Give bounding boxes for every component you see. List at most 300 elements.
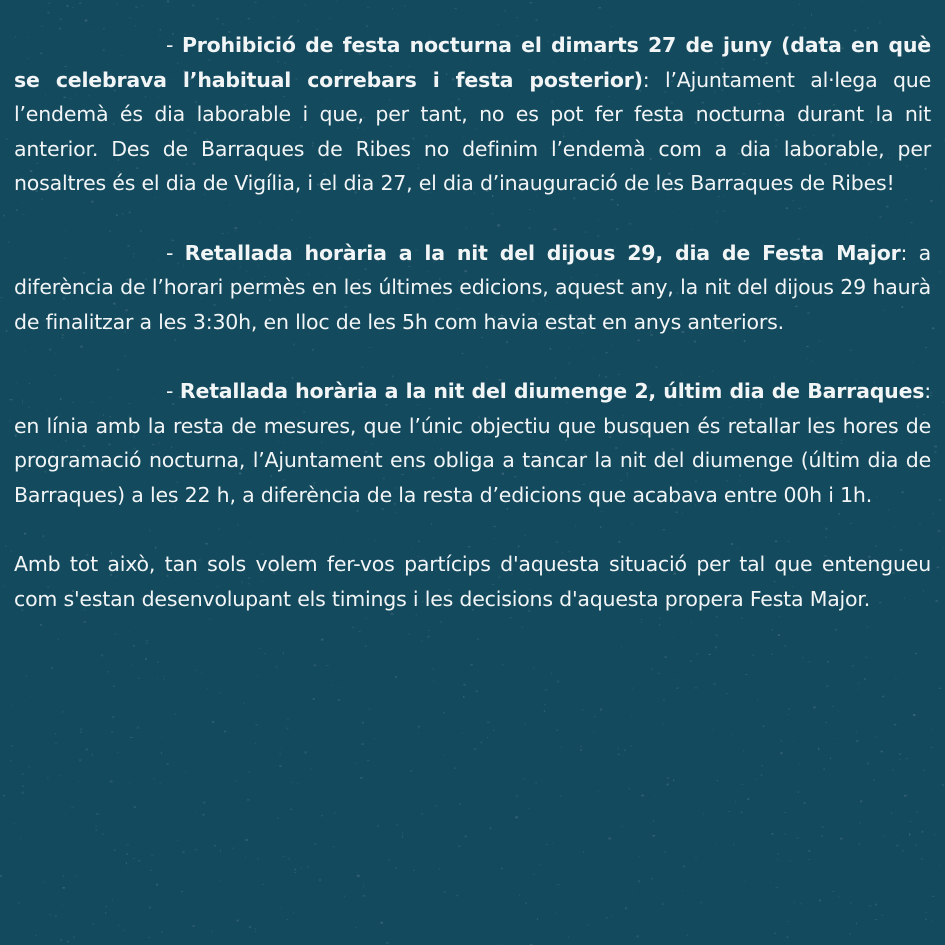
speckle bbox=[112, 716, 115, 718]
speckle bbox=[822, 826, 824, 828]
speckle bbox=[663, 903, 664, 905]
speckle bbox=[875, 919, 878, 920]
speckle bbox=[726, 693, 728, 694]
speckle bbox=[392, 8, 393, 9]
speckle bbox=[319, 879, 321, 881]
speckle bbox=[182, 851, 184, 853]
speckle bbox=[29, 766, 30, 768]
speckle bbox=[530, 2, 532, 3]
speckle bbox=[804, 802, 806, 803]
speckle bbox=[787, 921, 790, 922]
speckle bbox=[629, 788, 630, 790]
speckle bbox=[808, 859, 810, 860]
speckle bbox=[462, 733, 463, 734]
speckle bbox=[3, 795, 6, 796]
speckle bbox=[793, 741, 794, 742]
speckle bbox=[6, 330, 8, 332]
speckle bbox=[598, 791, 599, 792]
speckle bbox=[654, 795, 655, 796]
paragraph-3 bbox=[14, 374, 931, 512]
speckle bbox=[881, 915, 883, 916]
speckle bbox=[864, 678, 865, 680]
speckle bbox=[161, 931, 163, 932]
speckle bbox=[787, 936, 789, 938]
speckle bbox=[476, 690, 478, 692]
speckle bbox=[362, 722, 364, 724]
speckle bbox=[539, 863, 542, 865]
speckle bbox=[802, 657, 803, 659]
speckle bbox=[474, 749, 477, 750]
speckle bbox=[422, 814, 424, 815]
speckle bbox=[932, 513, 935, 515]
speckle bbox=[142, 5, 144, 6]
speckle bbox=[129, 17, 132, 19]
speckle bbox=[777, 859, 779, 860]
speckle bbox=[544, 704, 546, 705]
speckle bbox=[868, 762, 870, 764]
speckle bbox=[934, 452, 936, 453]
speckle bbox=[525, 723, 526, 724]
speckle bbox=[728, 811, 730, 812]
speckle bbox=[255, 928, 256, 929]
speckle bbox=[47, 778, 48, 779]
speckle bbox=[157, 662, 159, 663]
paragraph-2-dash: - bbox=[166, 240, 185, 265]
speckle bbox=[233, 848, 235, 850]
speckle bbox=[707, 688, 709, 689]
speckle bbox=[111, 732, 113, 733]
speckle bbox=[62, 905, 63, 906]
speckle bbox=[10, 399, 13, 400]
speckle bbox=[932, 896, 934, 897]
speckle bbox=[67, 941, 70, 943]
speckle bbox=[583, 852, 584, 853]
speckle bbox=[937, 567, 940, 569]
speckle bbox=[519, 895, 520, 897]
speckle bbox=[247, 799, 250, 801]
speckle bbox=[532, 874, 535, 875]
speckle bbox=[126, 869, 127, 870]
speckle bbox=[641, 795, 644, 797]
speckle bbox=[211, 931, 212, 933]
speckle bbox=[326, 665, 328, 666]
speckle bbox=[777, 853, 779, 855]
speckle bbox=[62, 711, 64, 713]
speckle bbox=[126, 862, 127, 864]
speckle bbox=[405, 6, 406, 7]
speckle bbox=[138, 678, 139, 679]
speckle bbox=[212, 721, 215, 723]
speckle bbox=[552, 843, 554, 844]
speckle bbox=[632, 891, 634, 892]
speckle bbox=[22, 773, 23, 775]
speckle bbox=[830, 758, 831, 760]
speckle bbox=[880, 751, 883, 753]
speckle bbox=[517, 17, 518, 18]
speckle bbox=[62, 887, 65, 889]
speckle bbox=[891, 813, 892, 814]
speckle bbox=[48, 12, 50, 14]
paragraph-2-heading: Retallada horària a la nit del dijous 29, dia de Festa Major bbox=[184, 240, 901, 265]
speckle bbox=[295, 869, 297, 870]
speckle bbox=[875, 904, 877, 906]
speckle bbox=[156, 884, 158, 886]
speckle bbox=[22, 792, 24, 794]
speckle bbox=[354, 763, 356, 764]
speckle bbox=[196, 812, 197, 813]
speckle bbox=[338, 687, 339, 689]
speckle bbox=[785, 797, 786, 799]
speckle bbox=[294, 872, 296, 873]
speckle bbox=[933, 285, 934, 287]
speckle bbox=[418, 726, 420, 727]
speckle bbox=[831, 915, 832, 916]
speckle bbox=[708, 654, 710, 655]
speckle bbox=[752, 654, 754, 656]
speckle bbox=[3, 215, 4, 217]
speckle bbox=[800, 903, 802, 904]
speckle bbox=[245, 839, 247, 841]
speckle bbox=[257, 676, 258, 678]
speckle bbox=[807, 717, 808, 718]
speckle bbox=[454, 8, 456, 9]
speckle bbox=[557, 681, 558, 683]
speckle bbox=[490, 827, 491, 829]
speckle bbox=[789, 860, 791, 862]
speckle bbox=[567, 1, 568, 2]
speckle bbox=[606, 917, 608, 919]
speckle bbox=[938, 530, 941, 532]
speckle bbox=[673, 779, 674, 781]
speckle bbox=[944, 547, 945, 548]
speckle bbox=[171, 835, 172, 837]
speckle bbox=[214, 845, 216, 846]
speckle bbox=[676, 688, 679, 689]
speckle bbox=[731, 735, 733, 736]
speckle bbox=[107, 672, 109, 673]
speckle bbox=[154, 778, 155, 780]
speckle bbox=[561, 747, 562, 749]
speckle bbox=[748, 23, 749, 24]
speckle bbox=[939, 864, 940, 865]
speckle bbox=[67, 5, 69, 7]
speckle bbox=[785, 812, 787, 813]
speckle bbox=[254, 2, 256, 4]
speckle bbox=[788, 714, 790, 715]
speckle bbox=[161, 737, 163, 738]
speckle bbox=[135, 7, 137, 8]
speckle bbox=[544, 711, 545, 713]
speckle bbox=[256, 725, 258, 726]
speckle bbox=[293, 912, 294, 914]
speckle bbox=[856, 923, 857, 925]
paragraph-1 bbox=[14, 28, 931, 201]
speckle bbox=[548, 17, 549, 18]
speckle bbox=[683, 866, 686, 868]
speckle bbox=[781, 740, 782, 742]
speckle bbox=[290, 809, 292, 810]
speckle bbox=[20, 838, 21, 840]
paragraph-3-heading: Retallada horària a la nit del diumenge 2, últim dia de Barraques bbox=[179, 378, 925, 403]
speckle bbox=[203, 814, 205, 816]
speckle bbox=[79, 750, 80, 752]
speckle bbox=[551, 673, 552, 675]
speckle bbox=[745, 881, 746, 882]
speckle bbox=[904, 795, 907, 797]
speckle bbox=[281, 908, 282, 909]
speckle bbox=[480, 741, 482, 743]
speckle bbox=[413, 870, 414, 871]
speckle bbox=[799, 764, 800, 765]
speckle bbox=[10, 760, 12, 761]
speckle bbox=[203, 802, 206, 804]
speckle bbox=[207, 689, 208, 690]
speckle bbox=[884, 835, 885, 837]
speckle bbox=[65, 814, 66, 815]
speckle bbox=[5, 546, 7, 547]
speckle bbox=[757, 699, 758, 700]
paragraph-3-body: : en línia amb la resta de mesures, que l’únic objectiu que busquen és retallar les hores de programació nocturna, l’Ajuntament ens obliga a tancar la nit del diumenge (últim dia de Barraques) a les 22 h, a diferència de la resta d’edicions que acabava entre 00h i 1h. bbox=[14, 378, 932, 507]
speckle bbox=[367, 7, 370, 8]
speckle bbox=[279, 765, 281, 767]
speckle bbox=[880, 22, 881, 24]
speckle bbox=[181, 903, 182, 904]
speckle bbox=[151, 870, 152, 871]
speckle bbox=[896, 836, 897, 837]
speckle bbox=[925, 918, 927, 920]
speckle bbox=[639, 856, 640, 857]
speckle bbox=[5, 740, 7, 741]
speckle bbox=[593, 731, 594, 732]
speckle bbox=[174, 744, 176, 745]
speckle bbox=[395, 676, 397, 678]
speckle bbox=[313, 698, 315, 700]
speckle bbox=[334, 812, 336, 813]
speckle bbox=[645, 688, 646, 689]
speckle bbox=[149, 906, 150, 908]
speckle bbox=[361, 743, 364, 745]
speckle bbox=[665, 656, 667, 658]
speckle bbox=[850, 903, 851, 905]
speckle bbox=[717, 780, 718, 781]
speckle bbox=[73, 7, 74, 8]
speckle bbox=[771, 654, 773, 655]
speckle bbox=[458, 846, 461, 847]
speckle bbox=[456, 895, 458, 897]
speckle bbox=[79, 759, 81, 761]
speckle bbox=[244, 703, 245, 705]
speckle bbox=[939, 499, 942, 501]
speckle bbox=[134, 806, 136, 808]
speckle bbox=[442, 755, 445, 756]
speckle bbox=[689, 661, 692, 662]
speckle bbox=[856, 740, 859, 741]
speckle bbox=[245, 857, 246, 858]
speckle bbox=[263, 884, 264, 885]
speckle bbox=[523, 778, 525, 779]
speckle bbox=[504, 10, 505, 11]
speckle bbox=[36, 935, 37, 936]
paragraph-3-dash: - bbox=[166, 378, 180, 403]
speckle bbox=[1, 297, 3, 298]
speckle bbox=[470, 664, 473, 665]
speckle bbox=[936, 600, 939, 602]
speckle bbox=[745, 674, 747, 675]
speckle bbox=[715, 844, 716, 846]
speckle bbox=[625, 907, 627, 909]
speckle bbox=[838, 711, 839, 713]
speckle bbox=[537, 918, 538, 920]
speckle bbox=[135, 25, 136, 27]
speckle bbox=[9, 420, 10, 421]
speckle bbox=[740, 830, 741, 831]
speckle bbox=[79, 3, 81, 5]
speckle bbox=[931, 729, 932, 731]
paragraph-4 bbox=[14, 547, 931, 616]
speckle bbox=[78, 781, 79, 783]
speckle bbox=[942, 784, 944, 785]
speckle bbox=[915, 844, 917, 846]
speckle bbox=[909, 821, 911, 822]
speckle bbox=[96, 826, 98, 827]
speckle bbox=[341, 781, 342, 782]
speckle bbox=[389, 859, 390, 860]
speckle bbox=[916, 808, 918, 809]
speckle bbox=[825, 722, 827, 723]
speckle bbox=[41, 25, 43, 27]
speckle bbox=[138, 860, 140, 862]
speckle bbox=[799, 4, 800, 5]
speckle bbox=[163, 676, 165, 678]
speckle bbox=[73, 937, 75, 939]
speckle bbox=[618, 754, 621, 755]
speckle bbox=[336, 1, 337, 2]
speckle bbox=[85, 20, 88, 22]
speckle bbox=[892, 770, 894, 771]
speckle bbox=[939, 688, 942, 689]
speckle bbox=[255, 931, 256, 932]
speckle bbox=[363, 886, 364, 888]
speckle bbox=[658, 673, 660, 674]
speckle bbox=[380, 922, 383, 924]
speckle bbox=[135, 19, 137, 20]
speckle bbox=[305, 751, 307, 753]
speckle bbox=[940, 271, 941, 273]
speckle bbox=[931, 920, 932, 921]
speckle bbox=[201, 671, 202, 673]
speckle bbox=[113, 686, 115, 688]
speckle bbox=[811, 14, 812, 16]
speckle bbox=[869, 905, 871, 907]
speckle bbox=[564, 862, 565, 863]
speckle bbox=[632, 687, 633, 689]
speckle bbox=[101, 654, 103, 656]
speckle bbox=[465, 835, 467, 837]
speckle bbox=[568, 937, 570, 938]
speckle bbox=[63, 875, 64, 877]
speckle bbox=[924, 770, 925, 771]
speckle bbox=[220, 850, 221, 852]
speckle bbox=[0, 875, 2, 877]
speckle bbox=[160, 783, 162, 784]
speckle bbox=[60, 18, 62, 20]
speckle bbox=[264, 653, 266, 654]
speckle bbox=[832, 891, 834, 892]
speckle bbox=[74, 900, 76, 901]
paragraph-2 bbox=[14, 236, 931, 340]
speckle bbox=[151, 854, 153, 856]
speckle bbox=[219, 692, 220, 693]
speckle bbox=[664, 851, 666, 853]
speckle bbox=[280, 747, 281, 748]
speckle bbox=[934, 835, 936, 836]
speckle bbox=[130, 737, 133, 738]
speckle bbox=[858, 682, 860, 684]
speckle bbox=[155, 741, 156, 742]
speckle bbox=[418, 732, 419, 734]
speckle bbox=[503, 797, 504, 798]
speckle bbox=[175, 713, 177, 715]
speckle bbox=[163, 679, 165, 680]
speckle bbox=[747, 798, 749, 800]
speckle bbox=[195, 670, 197, 671]
speckle bbox=[459, 803, 460, 805]
speckle bbox=[55, 733, 56, 734]
speckle bbox=[92, 924, 94, 925]
speckle bbox=[396, 825, 399, 826]
speckle bbox=[934, 446, 937, 448]
speckle bbox=[902, 850, 903, 852]
speckle bbox=[12, 705, 13, 706]
speckle bbox=[761, 765, 763, 766]
announcement-text bbox=[14, 28, 931, 651]
speckle bbox=[377, 825, 378, 827]
paragraph-1-body: : l’Ajuntament al·lega que l’endemà és dia laborable i que, per tant, no es pot fer festa nocturna durant la nit anterior. Des de Barraques de Ribes no definim l’endemà com a dia laborable, per nosaltres és el dia de Vigília, i el dia 27, el dia d’inauguració de les Barraques de Ribes! bbox=[14, 67, 931, 196]
speckle bbox=[873, 780, 875, 781]
speckle bbox=[894, 724, 897, 726]
speckle bbox=[905, 758, 908, 759]
speckle bbox=[580, 746, 582, 747]
speckle bbox=[858, 689, 860, 690]
speckle bbox=[291, 781, 293, 783]
speckle bbox=[146, 828, 147, 829]
speckle bbox=[273, 16, 274, 18]
speckle bbox=[849, 933, 850, 935]
speckle bbox=[126, 844, 128, 845]
speckle bbox=[333, 846, 335, 847]
speckle bbox=[942, 401, 944, 403]
speckle bbox=[117, 925, 120, 926]
speckle bbox=[117, 4, 118, 5]
speckle bbox=[289, 858, 290, 860]
speckle bbox=[102, 834, 105, 835]
speckle bbox=[687, 935, 689, 936]
speckle bbox=[369, 708, 371, 710]
speckle bbox=[824, 768, 825, 770]
speckle bbox=[663, 699, 665, 701]
speckle bbox=[357, 872, 358, 873]
speckle bbox=[42, 733, 43, 735]
speckle bbox=[126, 853, 128, 855]
speckle bbox=[794, 901, 795, 903]
speckle bbox=[96, 814, 99, 815]
speckle bbox=[344, 896, 345, 897]
speckle bbox=[444, 712, 445, 714]
speckle bbox=[859, 843, 861, 845]
speckle bbox=[784, 834, 787, 835]
speckle bbox=[761, 774, 763, 775]
speckle bbox=[792, 24, 793, 25]
